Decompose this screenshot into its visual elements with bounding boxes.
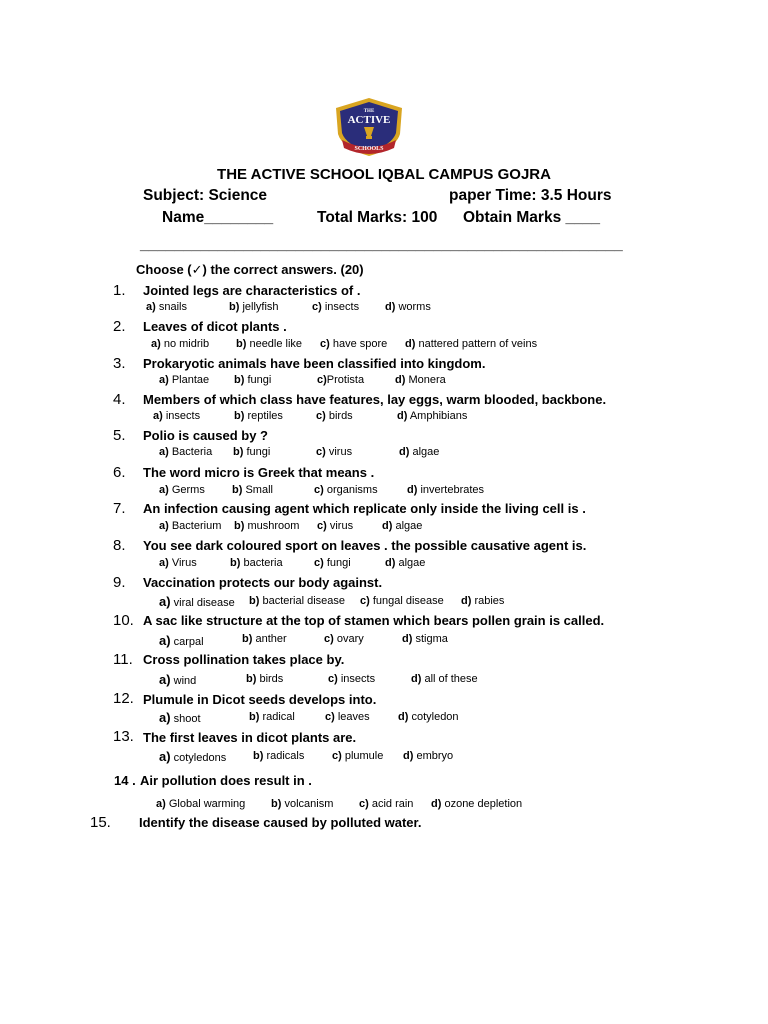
option-b — [253, 750, 304, 762]
option-a — [159, 484, 205, 496]
option-a — [153, 410, 200, 422]
question-number: 2. — [113, 318, 126, 335]
option-text: fungi — [247, 374, 272, 386]
option-a — [146, 301, 187, 313]
option-d — [411, 673, 478, 685]
option-text: virus — [329, 520, 354, 532]
question-text: Polio is caused by ? — [143, 428, 268, 443]
option-c — [325, 711, 370, 723]
question-number: 6. — [113, 464, 126, 481]
option-text: Protista — [326, 374, 365, 386]
option-letter: a) — [156, 798, 166, 810]
option-d — [402, 633, 448, 645]
option-text: Bacteria — [171, 446, 213, 458]
option-text: Global warming — [168, 798, 246, 810]
question-number: 13. — [113, 728, 134, 745]
option-b — [249, 595, 345, 607]
option-letter: a) — [153, 410, 163, 422]
option-a — [159, 520, 221, 532]
option-text: ovary — [336, 633, 364, 645]
question-text: Identify the disease caused by polluted water. — [139, 815, 422, 830]
option-letter: a) — [159, 710, 171, 725]
option-letter: b) — [253, 750, 264, 762]
option-letter: c) — [359, 798, 369, 810]
option-letter: b) — [271, 798, 282, 810]
question-number: 1. — [113, 282, 126, 299]
option-text: Monera — [408, 374, 446, 386]
option-text: anther — [255, 633, 287, 645]
instruction-text: Choose (✓) the correct answers. (20) — [136, 262, 364, 277]
option-text: birds — [328, 410, 353, 422]
question-text: The word micro is Greek that means . — [143, 465, 375, 480]
option-text: insects — [165, 410, 201, 422]
option-letter: b) — [233, 446, 244, 458]
question-number: 8. — [113, 537, 126, 554]
option-letter: a) — [159, 557, 169, 569]
option-text: fungi — [246, 446, 271, 458]
option-text: embryo — [416, 750, 454, 762]
option-text: wind — [173, 675, 197, 687]
option-letter: c) — [312, 301, 322, 313]
option-text: plumule — [344, 750, 384, 762]
option-c — [314, 484, 378, 496]
option-a — [156, 798, 245, 810]
option-text: acid rain — [371, 798, 414, 810]
option-text: Germs — [171, 484, 205, 496]
option-letter: d) — [411, 673, 422, 685]
option-letter: b) — [249, 711, 260, 723]
question-number: 14 . — [114, 773, 136, 788]
option-letter: d) — [407, 484, 418, 496]
option-text: nattered pattern of veins — [418, 338, 538, 350]
option-text: stigma — [415, 633, 448, 645]
option-letter: a) — [146, 301, 156, 313]
option-letter: a) — [159, 749, 171, 764]
option-letter: b) — [236, 338, 247, 350]
option-letter: c) — [314, 557, 324, 569]
logo-line3: SCHOOLS — [354, 146, 384, 152]
option-letter: c) — [325, 711, 335, 723]
option-letter: d) — [399, 446, 410, 458]
option-c — [316, 410, 353, 422]
option-c — [317, 520, 353, 532]
option-letter: c) — [317, 374, 327, 386]
option-text: insects — [324, 301, 360, 313]
total-marks-label: Total Marks: 100 — [317, 209, 438, 226]
option-letter: b) — [234, 520, 245, 532]
option-text: cotyledon — [411, 711, 459, 723]
option-b — [230, 557, 283, 569]
question-number: 15. — [90, 814, 111, 831]
option-letter: b) — [249, 595, 260, 607]
option-a — [159, 633, 204, 648]
question-number: 10. — [113, 612, 134, 629]
option-d — [395, 374, 446, 386]
option-d — [398, 711, 459, 723]
option-a — [159, 672, 196, 687]
obtain-marks-label: Obtain Marks ____ — [463, 209, 600, 226]
option-d — [382, 520, 422, 532]
option-text: insects — [340, 673, 376, 685]
option-letter: d) — [395, 374, 406, 386]
option-text: have spore — [332, 338, 388, 350]
question-text: Members of which class have features, lay eggs, warm blooded, backbone. — [143, 392, 607, 407]
option-b — [234, 374, 271, 386]
option-d — [405, 338, 537, 350]
option-d — [431, 798, 522, 810]
option-text: mushroom — [247, 520, 300, 532]
option-letter: c) — [316, 446, 326, 458]
option-text: viral disease — [173, 597, 235, 609]
option-letter: a) — [151, 338, 161, 350]
option-letter: a) — [159, 374, 169, 386]
option-letter: c) — [316, 410, 326, 422]
option-letter: c) — [314, 484, 324, 496]
option-a — [151, 338, 209, 350]
option-letter: a) — [159, 520, 169, 532]
option-text: bacterial disease — [262, 595, 346, 607]
option-letter: a) — [159, 594, 171, 609]
option-text: cotyledons — [173, 752, 227, 764]
question-text: Jointed legs are characteristics of . — [143, 283, 361, 298]
question-number: 3. — [113, 355, 126, 372]
option-letter: c) — [324, 633, 334, 645]
option-c — [320, 338, 387, 350]
option-text: reptiles — [247, 410, 283, 422]
option-a — [159, 749, 226, 764]
option-b — [242, 633, 287, 645]
option-letter: a) — [159, 484, 169, 496]
option-letter: c) — [328, 673, 338, 685]
option-letter: d) — [385, 301, 396, 313]
option-a — [159, 594, 235, 609]
question-number: 9. — [113, 574, 126, 591]
option-b — [229, 301, 279, 313]
school-title: THE ACTIVE SCHOOL IQBAL CAMPUS GOJRA — [217, 166, 551, 183]
option-letter: c) — [360, 595, 370, 607]
option-text: birds — [259, 673, 284, 685]
option-text: carpal — [173, 636, 204, 648]
question-number: 4. — [113, 391, 126, 408]
option-c — [332, 750, 383, 762]
option-d — [403, 750, 453, 762]
subject-label: Subject: Science — [143, 187, 268, 204]
option-a — [159, 374, 209, 386]
question-text: Prokaryotic animals have been classified into kingdom. — [143, 356, 486, 371]
option-text: Virus — [171, 557, 197, 569]
option-text: organisms — [326, 484, 378, 496]
question-text: Cross pollination takes place by. — [143, 652, 345, 667]
option-text: Amphibians — [409, 410, 468, 422]
option-text: volcanism — [284, 798, 334, 810]
option-text: rabies — [474, 595, 505, 607]
option-letter: d) — [397, 410, 408, 422]
option-d — [385, 557, 425, 569]
option-text: Bacterium — [171, 520, 222, 532]
question-text: Leaves of dicot plants . — [143, 319, 287, 334]
option-text: needle like — [249, 338, 303, 350]
option-text: worms — [398, 301, 431, 313]
question-text: The first leaves in dicot plants are. — [143, 730, 357, 745]
option-letter: c) — [317, 520, 327, 532]
option-d — [399, 446, 439, 458]
option-text: no midrib — [163, 338, 210, 350]
option-letter: c) — [332, 750, 342, 762]
option-c — [324, 633, 364, 645]
question-text: Plumule in Dicot seeds develops into. — [143, 692, 377, 707]
option-d — [461, 595, 504, 607]
option-d — [397, 410, 467, 422]
option-text: Plantae — [171, 374, 210, 386]
option-text: leaves — [337, 711, 370, 723]
option-letter: d) — [405, 338, 416, 350]
option-d — [385, 301, 431, 313]
school-logo — [330, 96, 408, 160]
header-rule: ________________________________________________________ — [140, 236, 623, 253]
option-letter: b) — [232, 484, 243, 496]
option-a — [159, 446, 212, 458]
option-text: virus — [328, 446, 353, 458]
option-b — [271, 798, 333, 810]
option-c — [359, 798, 413, 810]
question-text: Vaccination protects our body against. — [143, 575, 383, 590]
question-number: 5. — [113, 427, 126, 444]
option-text: all of these — [424, 673, 478, 685]
option-b — [249, 711, 295, 723]
option-letter: c) — [320, 338, 330, 350]
option-c — [316, 446, 352, 458]
option-text: radicals — [266, 750, 305, 762]
option-text: shoot — [173, 713, 201, 725]
option-a — [159, 710, 201, 725]
question-number: 7. — [113, 500, 126, 517]
option-letter: d) — [461, 595, 472, 607]
option-text: bacteria — [243, 557, 283, 569]
option-letter: b) — [234, 410, 245, 422]
question-text: A sac like structure at the top of stamen which bears pollen grain is called. — [143, 613, 605, 628]
option-text: algae — [412, 446, 440, 458]
option-text: Small — [245, 484, 273, 496]
option-c — [328, 673, 375, 685]
option-letter: a) — [159, 672, 171, 687]
paper-time-label: paper Time: 3.5 Hours — [449, 187, 612, 204]
option-text: fungi — [326, 557, 351, 569]
option-c — [312, 301, 359, 313]
name-field-label: Name________ — [162, 209, 274, 226]
option-text: invertebrates — [420, 484, 485, 496]
option-letter: d) — [403, 750, 414, 762]
question-text: You see dark coloured sport on leaves . the possible causative agent is. — [143, 538, 587, 553]
question-number: 11. — [113, 651, 133, 668]
option-b — [236, 338, 302, 350]
option-b — [234, 410, 283, 422]
option-text: jellyfish — [242, 301, 279, 313]
option-letter: b) — [230, 557, 241, 569]
option-b — [246, 673, 283, 685]
option-text: ozone depletion — [444, 798, 523, 810]
option-d — [407, 484, 484, 496]
option-letter: b) — [246, 673, 257, 685]
option-text: algae — [398, 557, 426, 569]
option-b — [232, 484, 273, 496]
option-letter: b) — [229, 301, 240, 313]
question-text: Air pollution does result in . — [140, 773, 312, 788]
option-b — [233, 446, 270, 458]
logo-line2: ACTIVE — [347, 114, 391, 126]
option-c — [360, 595, 444, 607]
option-letter: b) — [242, 633, 253, 645]
option-letter: d) — [382, 520, 393, 532]
option-letter: d) — [385, 557, 396, 569]
option-a — [159, 557, 197, 569]
option-text: fungal disease — [372, 595, 444, 607]
option-letter: d) — [398, 711, 409, 723]
option-text: snails — [158, 301, 187, 313]
option-c — [314, 557, 351, 569]
question-number: 12. — [113, 690, 134, 707]
option-letter: d) — [431, 798, 442, 810]
option-text: algae — [395, 520, 423, 532]
option-b — [234, 520, 299, 532]
question-text: An infection causing agent which replicate only inside the living cell is . — [143, 501, 586, 516]
option-letter: b) — [234, 374, 245, 386]
option-letter: d) — [402, 633, 413, 645]
option-c — [317, 374, 364, 386]
logo-line1: THE — [363, 109, 375, 114]
option-text: radical — [262, 711, 295, 723]
option-letter: a) — [159, 633, 171, 648]
option-letter: a) — [159, 446, 169, 458]
